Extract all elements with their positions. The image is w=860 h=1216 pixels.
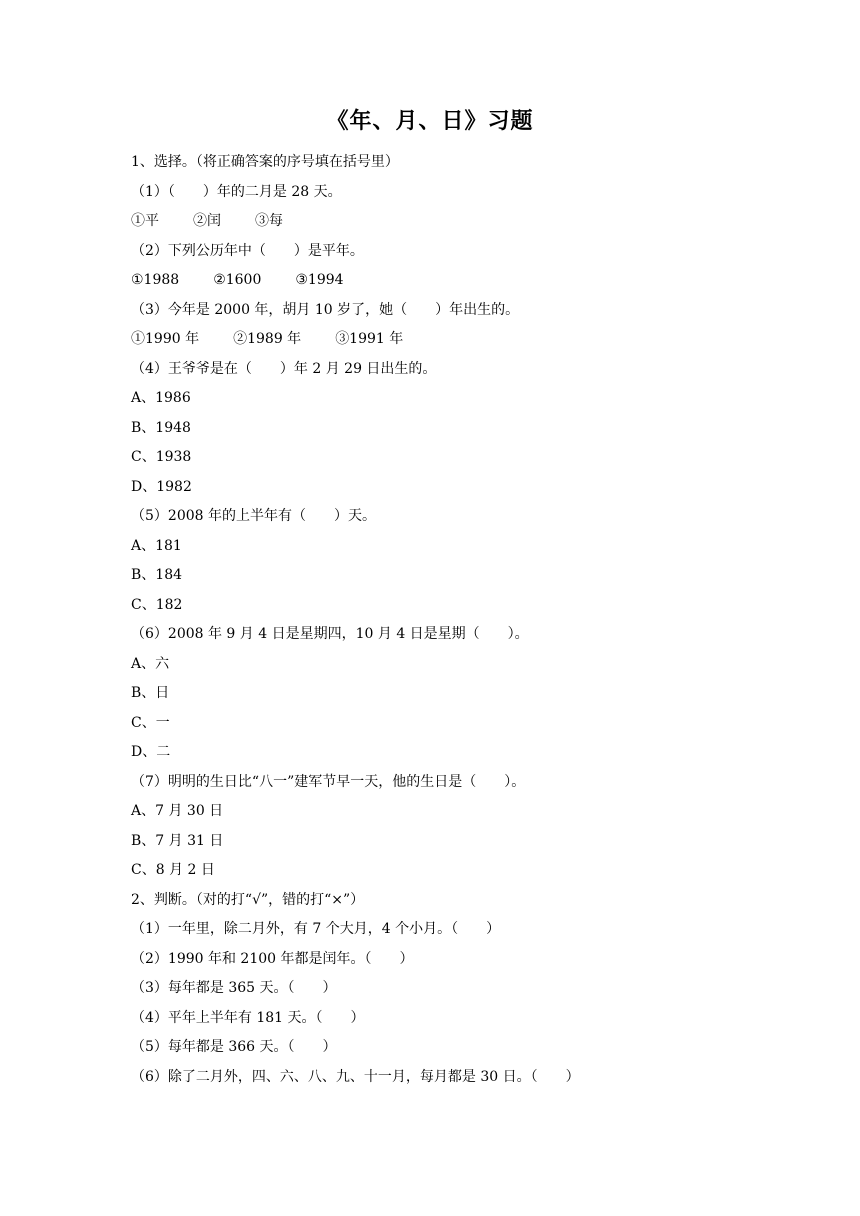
line-text: 1、选择。（将正确答案的序号填在括号里） [131,154,399,170]
line-text: C、8 月 2 日 [131,862,215,878]
option-text: ①1990 年 [131,331,200,347]
line-text: A、181 [131,537,182,554]
line-text: （1）一年里，除二月外，有 7 个大月，4 个小月。（ ） [131,921,501,937]
text-line [131,650,771,680]
text-line [131,532,771,562]
text-line [131,591,771,621]
text-line [131,1004,771,1034]
text-line [131,709,771,739]
options-row [131,266,771,296]
text-line [131,768,771,798]
options-row [131,207,771,237]
text-line [131,856,771,886]
option-text: ③1994 [295,272,344,288]
line-text: （6）除了二月外，四、六、八、九、十一月，每月都是 30 日。（ ） [131,1068,580,1085]
option-text: ②1989 年 [233,331,302,347]
option-text: ③每 [255,213,283,229]
option-text: ①1988 [131,272,180,288]
text-line [131,827,771,857]
worksheet-content [131,148,771,1092]
text-line [131,384,771,414]
line-text: D、二 [131,744,171,760]
line-text: （7）明明的生日比“八一”建军节早一天，他的生日是（ ）。 [131,773,526,790]
line-text: （5）2008 年的上半年有（ ）天。 [131,508,376,524]
line-text: （5）每年都是 366 天。（ ） [131,1039,337,1055]
text-line [131,502,771,532]
text-line [131,296,771,326]
text-line [131,443,771,473]
text-line [131,414,771,444]
text-line [131,915,771,945]
option-text: ②闰 [193,213,221,229]
line-text: A、六 [131,655,170,672]
text-line [131,1063,771,1093]
line-text: B、184 [131,567,183,583]
line-text: C、一 [131,714,170,731]
option-text: ③1991 年 [335,331,404,347]
line-text: （4）平年上半年有 181 天。（ ） [131,1009,365,1026]
line-text: D、1982 [131,478,192,495]
text-line [131,797,771,827]
text-line [131,178,771,208]
line-text: （4）王爷爷是在（ ）年 2 月 29 日出生的。 [131,360,437,377]
page-title: 《年、月、日》习题 [326,108,534,134]
text-line [131,886,771,916]
line-text: （3）每年都是 365 天。（ ） [131,980,337,996]
text-line [131,561,771,591]
text-line [131,738,771,768]
text-line [131,945,771,975]
options-row [131,325,771,355]
text-line [131,355,771,385]
line-text: 2、判断。（对的打“√”，错的打“×”） [131,891,365,908]
line-text: （6）2008 年 9 月 4 日是星期四，10 月 4 日是星期（ ）。 [131,626,529,642]
text-line [131,148,771,178]
text-line [131,620,771,650]
line-text: A、7 月 30 日 [131,803,224,819]
line-text: （2）1990 年和 2100 年都是闰年。（ ） [131,950,414,967]
line-text: B、日 [131,685,170,701]
line-text: A、1986 [131,390,191,406]
line-text: （2）下列公历年中（ ）是平年。 [131,242,364,259]
line-text: （1）（ ）年的二月是 28 天。 [131,183,342,200]
text-line [131,974,771,1004]
line-text: B、7 月 31 日 [131,832,224,849]
line-text: C、182 [131,596,183,613]
option-text: ①平 [131,213,159,229]
option-text: ②1600 [213,272,262,288]
line-text: C、1938 [131,449,192,465]
text-line [131,473,771,503]
line-text: B、1948 [131,419,191,436]
text-line [131,679,771,709]
line-text: （3）今年是 2000 年，胡月 10 岁了，她（ ）年出生的。 [131,301,520,318]
text-line [131,237,771,267]
text-line [131,1033,771,1063]
